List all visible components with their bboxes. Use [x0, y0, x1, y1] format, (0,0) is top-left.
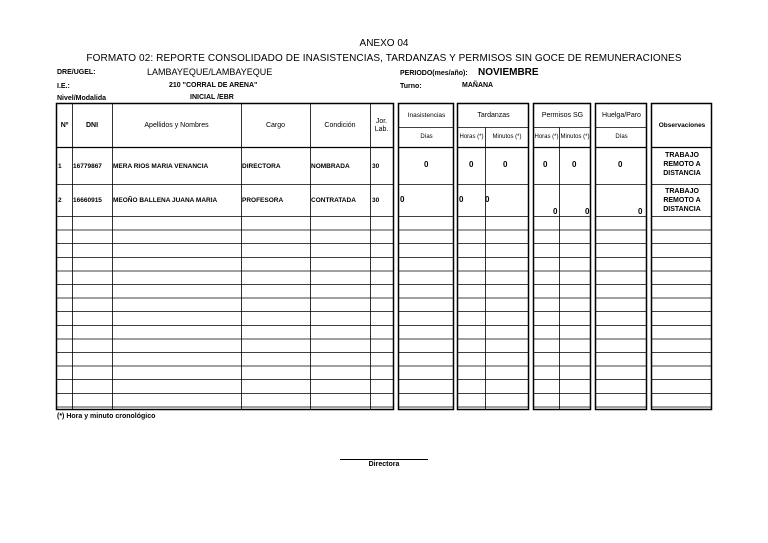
- col-header-permisos: Permisos SG: [541, 111, 584, 119]
- row1-tardanzas-minutos: 0: [503, 160, 508, 169]
- row2-huelga: 0: [638, 207, 643, 216]
- col-header-name: Apellidos y Nombres: [144, 121, 209, 129]
- signature-line: [340, 459, 428, 460]
- row1-observaciones: TRABAJO REMOTO A DISTANCIA: [663, 152, 701, 177]
- row2-inasistencias: 0: [400, 195, 405, 204]
- row1-huelga: 0: [618, 160, 623, 169]
- col-subheader-tardanzas-horas: Horas (*): [459, 133, 484, 140]
- row2-num: 2: [58, 196, 62, 204]
- col-subheader-inasistencias-dias: Días: [420, 133, 433, 140]
- ie-label: I.E.:: [57, 83, 70, 90]
- row1-cargo: DIRECTORA: [242, 162, 281, 170]
- footnote: (*) Hora y minuto cronológico: [57, 413, 156, 420]
- row2-dni: 16660915: [73, 196, 102, 204]
- row2-jornada: 30: [372, 196, 380, 204]
- row1-permisos-minutos: 0: [572, 160, 577, 169]
- row2-tardanzas-minutos: 0: [485, 195, 490, 204]
- report-title: FORMATO 02: REPORTE CONSOLIDADO DE INASISTENCIAS, TARDANZAS Y PERMISOS SIN GOCE DE REMUNERACIONES: [86, 53, 682, 64]
- col-header-cargo: Cargo: [265, 121, 286, 129]
- row1-jornada: 30: [372, 162, 380, 170]
- col-subheader-tardanzas-minutos: Minutos (*): [492, 133, 522, 140]
- col-header-huelga: Huelga/Paro: [602, 111, 641, 119]
- nivel-label: Nivel/Modalida: [57, 95, 107, 102]
- dre-label: DRE/UGEL:: [57, 69, 96, 76]
- col-subheader-permisos-horas: Horas (*): [534, 133, 559, 140]
- row2-permisos-minutos: 0: [585, 207, 590, 216]
- dre-value: LAMBAYEQUE/LAMBAYEQUE: [147, 67, 273, 77]
- row1-name: MERA RIOS MARIA VENANCIA: [113, 162, 209, 170]
- row2-name: MEOÑO BALLENA JUANA MARIA: [113, 196, 218, 204]
- col-subheader-permisos-minutos: Minutos (*): [560, 133, 590, 140]
- row1-inasistencias: 0: [424, 160, 429, 169]
- col-subheader-huelga-dias: Días: [615, 133, 628, 140]
- row2-tardanzas-horas: 0: [459, 195, 464, 204]
- col-header-jornada: Jor. Lab.: [374, 117, 389, 133]
- col-header-dni: DNI: [85, 121, 99, 129]
- ie-value: 210 "CORRAL DE ARENA": [169, 82, 258, 89]
- periodo-label: PERIODO(mes/año):: [400, 70, 468, 77]
- nivel-value: INICIAL /EBR: [190, 94, 234, 101]
- annex-title: ANEXO 04: [359, 38, 409, 49]
- turno-value: MAÑANA: [462, 82, 494, 89]
- row1-tardanzas-horas: 0: [469, 160, 474, 169]
- signature-label: Directora: [368, 461, 400, 468]
- col-header-observaciones: Observaciones: [658, 121, 706, 129]
- row2-permisos-horas: 0: [553, 207, 558, 216]
- row2-observaciones: TRABAJO REMOTO A DISTANCIA: [663, 188, 701, 213]
- col-header-tardanzas: Tardanzas: [477, 111, 510, 119]
- col-header-inasistencias: Inasistencias: [407, 111, 446, 119]
- turno-label: Turno:: [400, 83, 422, 90]
- col-header-condicion: Condición: [324, 121, 356, 129]
- row2-cargo: PROFESORA: [242, 196, 284, 204]
- periodo-value: NOVIEMBRE: [478, 67, 539, 78]
- row2-condicion: CONTRATADA: [311, 196, 356, 204]
- row1-dni: 16779867: [73, 162, 102, 170]
- col-header-num: Nº: [60, 121, 69, 129]
- row1-condicion: NOMBRADA: [311, 162, 350, 170]
- row1-num: 1: [58, 162, 62, 170]
- row1-permisos-horas: 0: [543, 160, 548, 169]
